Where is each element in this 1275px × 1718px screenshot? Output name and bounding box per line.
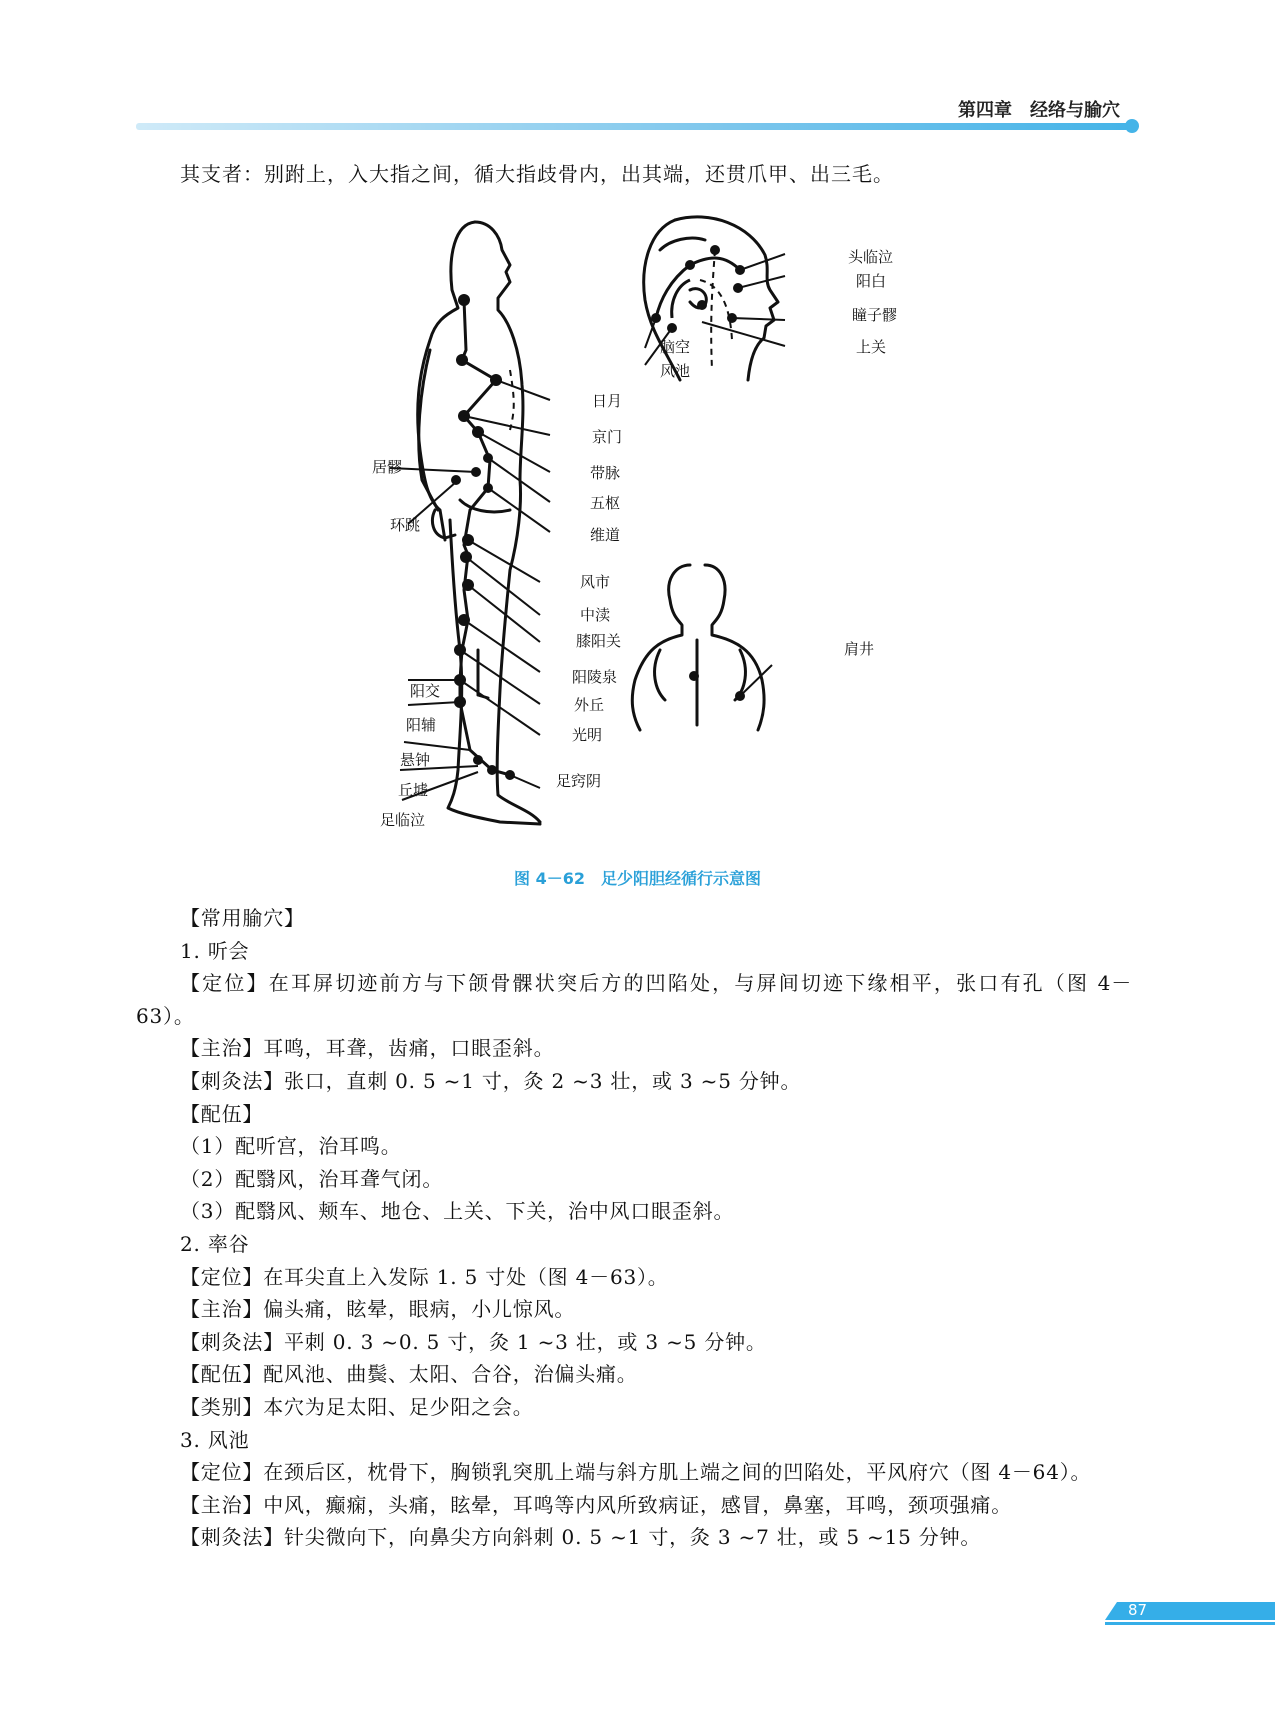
label-head-linqi: 头临泣 [848, 248, 894, 266]
meridian-figure [360, 210, 920, 850]
label-yangjiao: 阳交 [410, 682, 441, 700]
figure-caption: 图 4－62 足少阳胆经循行示意图 [514, 869, 761, 888]
intro-paragraph: 其支者：别跗上，入大指之间，循大指歧骨内，出其端，还贯爪甲、出三毛。 [180, 162, 894, 186]
label-juliao: 居髎 [372, 458, 403, 476]
label-huantiao: 环跳 [390, 516, 421, 534]
paragraph: 【刺灸法】平刺 0. 3 ~0. 5 寸，灸 1 ~3 壮，或 3 ~5 分钟。 [180, 1329, 767, 1354]
label-weidao: 维道 [590, 526, 621, 544]
label-fengchi: 风池 [660, 362, 691, 380]
label-guangming: 光明 [572, 726, 603, 744]
header-rule-dot [1125, 119, 1139, 133]
label-qiuxu: 丘墟 [398, 781, 429, 799]
paragraph: 【定位】在耳尖直上入发际 1. 5 寸处（图 4－63）。 [180, 1264, 669, 1289]
label-jianjing: 肩井 [844, 640, 875, 658]
paragraph: 【主治】耳鸣，耳聋，齿痛，口眼歪斜。 [180, 1036, 555, 1061]
page-number: 87 [1128, 1601, 1148, 1619]
label-zuqiaoyin: 足窍阴 [556, 772, 602, 790]
label-waiqiu: 外丘 [574, 696, 605, 714]
paragraph: 【类别】本穴为足太阳、足少阳之会。 [180, 1394, 534, 1419]
label-wushu: 五枢 [590, 494, 621, 512]
label-tongziliao: 瞳子髎 [852, 306, 898, 324]
paragraph: （3）配翳风、颊车、地仓、上关、下关，治中风口眼歪斜。 [180, 1199, 735, 1224]
paragraph: 【主治】偏头痛，眩晕，眼病，小儿惊风。 [180, 1297, 576, 1322]
label-shangguan: 上关 [856, 338, 887, 356]
meridian-illustration [360, 210, 920, 850]
label-jingmen: 京门 [592, 428, 623, 446]
body-text [136, 902, 1132, 1554]
paragraph: 【刺灸法】张口，直刺 0. 5 ~1 寸，灸 2 ~3 壮，或 3 ~5 分钟。 [180, 1068, 802, 1093]
label-zulinqi: 足临泣 [380, 811, 426, 829]
label-yangbai: 阳白 [856, 272, 887, 290]
label-xuanzhong: 悬钟 [400, 751, 431, 769]
chapter-header: 第四章 经络与腧穴 [958, 100, 1120, 121]
acupoint-title: 2. 率谷 [180, 1231, 250, 1256]
label-zhongdu: 中渎 [580, 606, 611, 624]
label-daimai: 带脉 [590, 464, 621, 482]
paragraph: 【配伍】 [180, 1101, 264, 1126]
acupoint-title: 3. 风池 [180, 1427, 250, 1452]
acupoint-title: 1. 听会 [180, 938, 250, 963]
label-yangfu: 阳辅 [406, 716, 437, 734]
label-naokong: 脑空 [660, 338, 691, 356]
footer-rule [1105, 1622, 1275, 1625]
header-rule [136, 123, 1129, 130]
label-yanglingquan: 阳陵泉 [572, 668, 618, 686]
label-fengshi: 风市 [580, 573, 611, 591]
paragraph: 【配伍】配风池、曲鬓、太阳、合谷，治偏头痛。 [180, 1362, 638, 1387]
paragraph: 【主治】中风，癫痫，头痛，眩晕，耳鸣等内风所致病证，感冒，鼻塞，耳鸣，颈项强痛。 [180, 1492, 1012, 1517]
paragraph: （2）配翳风，治耳聋气闭。 [180, 1166, 444, 1191]
section-heading: 【常用腧穴】 [180, 906, 305, 930]
paragraph: 【定位】在耳屏切迹前方与下颌骨髁状突后方的凹陷处，与屏间切迹下缘相平，张口有孔（图 4－63）。 [136, 971, 1132, 1028]
label-xiyangguan: 膝阳关 [576, 632, 622, 650]
label-riyue: 日月 [592, 392, 623, 410]
paragraph: 【刺灸法】针尖微向下，向鼻尖方向斜刺 0. 5 ~1 寸，灸 3 ~7 壮，或 5 ~15 分钟。 [180, 1525, 982, 1550]
paragraph: （1）配听宫，治耳鸣。 [180, 1134, 402, 1159]
paragraph: 【定位】在颈后区，枕骨下，胸锁乳突肌上端与斜方肌上端之间的凹陷处，平风府穴（图 4－64）。 [180, 1460, 1092, 1485]
